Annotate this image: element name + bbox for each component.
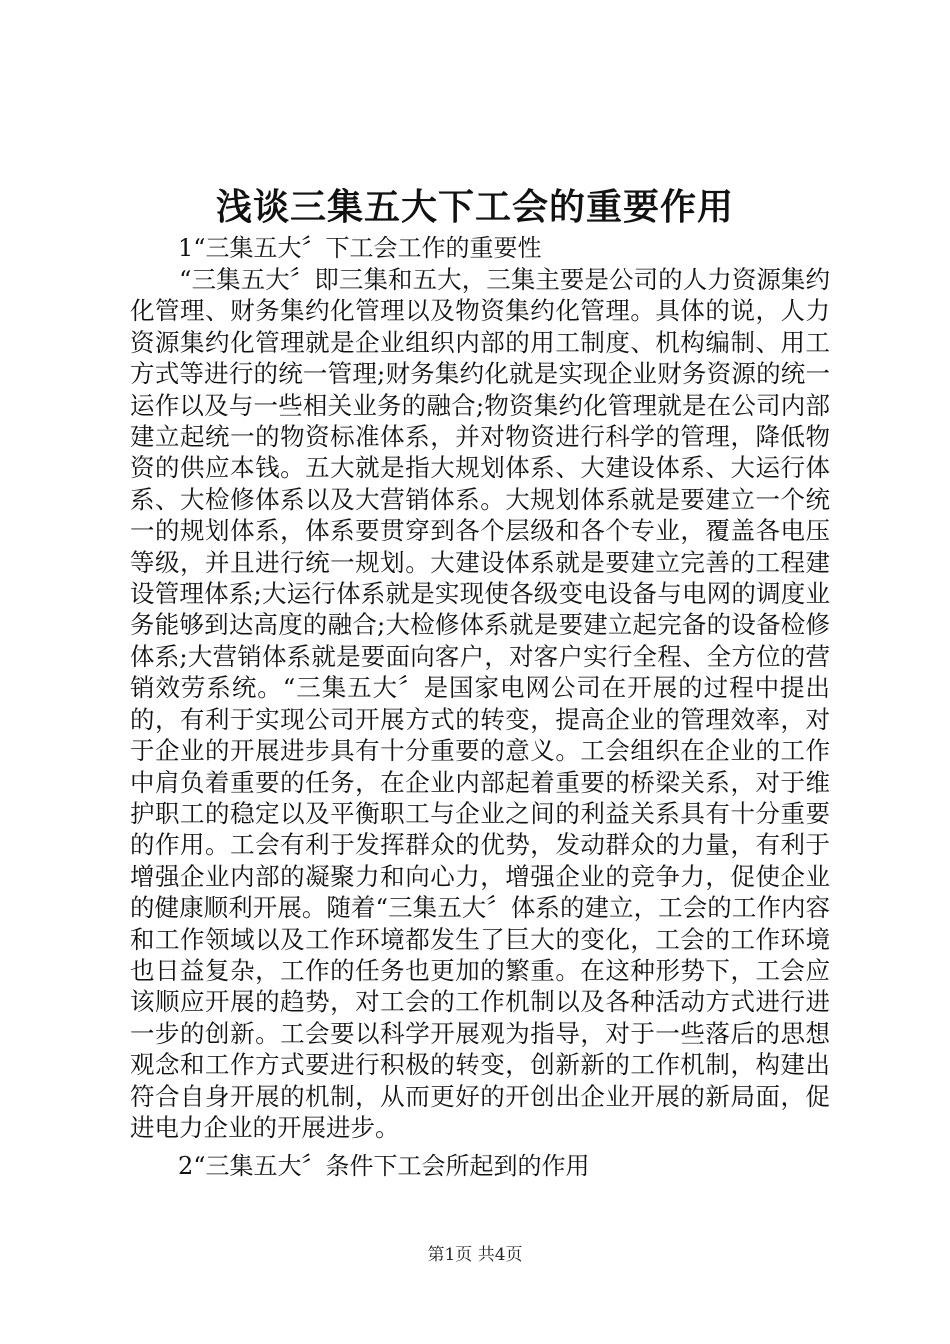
section-1-paragraph: “三集五大〞即三集和五大，三集主要是公司的人力资源集约化管理、财务集约化管理以及物资集约化管理。具体的说，人力资源集约化管理就是企业组织内部的用工制度、机构编制、用工方式等进行的统一管理;财务集约化就是实现企业财务资源的统一运作以及与一些相关业务的融合;物资集约化管理就是在公司内部建立起统一的物资标准体系，并对物资进行科学的管理，降低物资的供应本钱。五大就是指大规划体系、大建设体系、大运行体系、大检修体系以及大营销体系。大规划体系就是要建立一个统一的规划体系，体系要贯穿到各个层级和各个专业，覆盖各电压等级，并且进行统一规划。大建设体系就是要建立完善的工程建设管理体系;大运行体系就是实现使各级变电设备与电网的调度业务能够到达高度的融合;大检修体系就是要建立起完备的设备检修体系;大营销体系就是要面向客户，对客户实行全程、全方位的营销效劳系统。“三集五大〞是国家电网公司在开展的过程中提出的，有利于实现公司开展方式的转变，提高企业的管理效率，对于企业的开展进步具有十分重要的意义。工会组织在企业的工作中肩负着重要的任务，在企业内部起着重要的桥梁关系，对于维护职工的稳定以及平衡职工与企业之间的利益关系具有十分重要的作用。工会有利于发挥群众的优势，发动群众的力量，有利于增强企业内部的凝聚力和向心力，增强企业的竞争力，促使企业的健康顺利开展。随着“三集五大〞体系的建立，工会的工作内容和工作领域以及工作环境都发生了巨大的变化，工会的工作环境也日益复杂，工作的任务也更加的繁重。在这种形势下，工会应该顺应开展的趋势，对工会的工作机制以及各种活动方式进行进一步的创新。工会要以科学开展观为指导，对于一些落后的思想观念和工作方式要进行积极的转变，创新新的工作机制，构建出符合自身开展的机制，从而更好的开创出企业开展的新局面，促进电力企业的开展进步。 bbox=[130, 265, 830, 1142]
section-1-heading: 1“三集五大〞下工会工作的重要性 bbox=[178, 234, 542, 262]
document-title: 浅谈三集五大下工会的重要作用 bbox=[215, 186, 734, 228]
page-footer: 第1页 共4页 bbox=[427, 1245, 523, 1265]
section-2-heading: 2“三集五大〞条件下工会所起到的作用 bbox=[178, 1152, 590, 1180]
document-body bbox=[130, 233, 830, 1143]
